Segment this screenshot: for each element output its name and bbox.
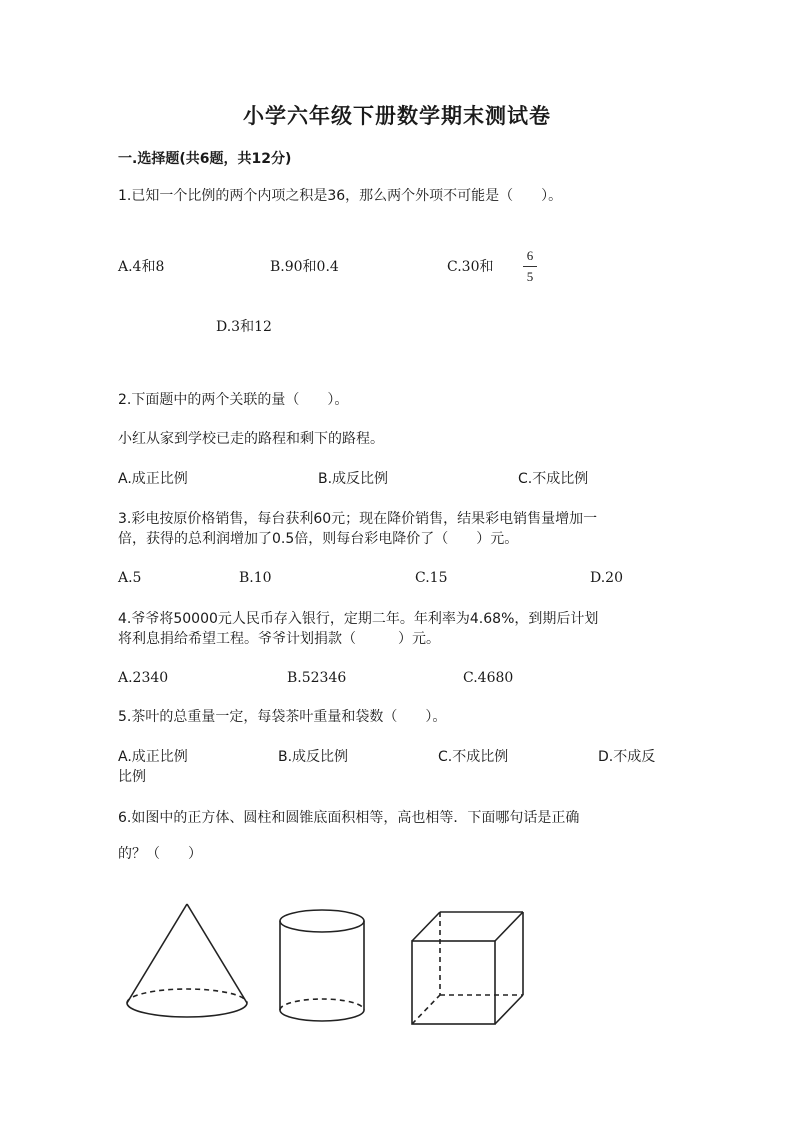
q1-option-c[interactable]: C.30和 bbox=[447, 259, 494, 275]
question-2-context: 小红从家到学校已走的路程和剩下的路程。 bbox=[118, 431, 384, 447]
q3-option-b[interactable]: B.10 bbox=[239, 570, 272, 586]
question-6-line-1: 6.如图中的正方体、圆柱和圆锥底面积相等，高也相等．下面哪句话是正确 bbox=[118, 810, 580, 826]
q1-option-b[interactable]: B.90和0.4 bbox=[270, 259, 339, 275]
q1-option-a[interactable]: A.4和8 bbox=[118, 259, 165, 275]
page-title: 小学六年级下册数学期末测试卷 bbox=[243, 103, 551, 128]
q3-option-a[interactable]: A.5 bbox=[118, 570, 142, 586]
section-heading: 一.选择题(共6题，共12分) bbox=[118, 151, 292, 167]
question-2-stem: 2.下面题中的两个关联的量（ ）。 bbox=[118, 392, 349, 408]
q5-option-c[interactable]: C.不成比例 bbox=[438, 749, 509, 765]
question-6-line-2: 的？（ ） bbox=[118, 846, 202, 862]
question-4-line-1: 4.爷爷将50000元人民币存入银行，定期二年。年利率为4.68%，到期后计划 bbox=[118, 611, 599, 627]
question-5-stem: 5.茶叶的总重量一定，每袋茶叶重量和袋数（ ）。 bbox=[118, 709, 447, 725]
q5-option-d[interactable]: D.不成反 bbox=[598, 749, 656, 765]
q2-option-b[interactable]: B.成反比例 bbox=[318, 471, 389, 487]
question-3-line-2: 倍，获得的总利润增加了0.5倍，则每台彩电降价了（ ）元。 bbox=[118, 531, 519, 547]
q2-option-c[interactable]: C.不成比例 bbox=[518, 471, 589, 487]
fraction-numerator: 6 bbox=[526, 248, 534, 263]
question-3-line-1: 3.彩电按原价格销售，每台获利60元；现在降价销售，结果彩电销售量增加一 bbox=[118, 511, 598, 527]
q3-option-c[interactable]: C.15 bbox=[415, 570, 448, 586]
fraction-bar bbox=[523, 266, 537, 267]
q5-option-d-wrap: 比例 bbox=[118, 769, 146, 785]
q2-option-a[interactable]: A.成正比例 bbox=[118, 471, 188, 487]
q5-option-b[interactable]: B.成反比例 bbox=[278, 749, 349, 765]
cone-figure bbox=[127, 904, 247, 1017]
q1-option-c-fraction bbox=[523, 248, 537, 285]
question-1-stem: 1.已知一个比例的两个内项之积是36，那么两个外项不可能是（ ）。 bbox=[118, 188, 563, 204]
question-4-line-2: 将利息捐给希望工程。爷爷计划捐款（ ）元。 bbox=[118, 631, 440, 647]
q4-option-a[interactable]: A.2340 bbox=[118, 670, 169, 686]
solids-figure bbox=[120, 895, 540, 1035]
q1-option-d[interactable]: D.3和12 bbox=[216, 319, 272, 335]
q5-option-a[interactable]: A.成正比例 bbox=[118, 749, 188, 765]
q3-option-d[interactable]: D.20 bbox=[590, 570, 623, 586]
q4-option-c[interactable]: C.4680 bbox=[463, 670, 514, 686]
cylinder-figure bbox=[280, 910, 364, 1021]
fraction-denominator: 5 bbox=[526, 269, 534, 284]
cube-figure bbox=[412, 912, 523, 1024]
q4-option-b[interactable]: B.52346 bbox=[287, 670, 347, 686]
